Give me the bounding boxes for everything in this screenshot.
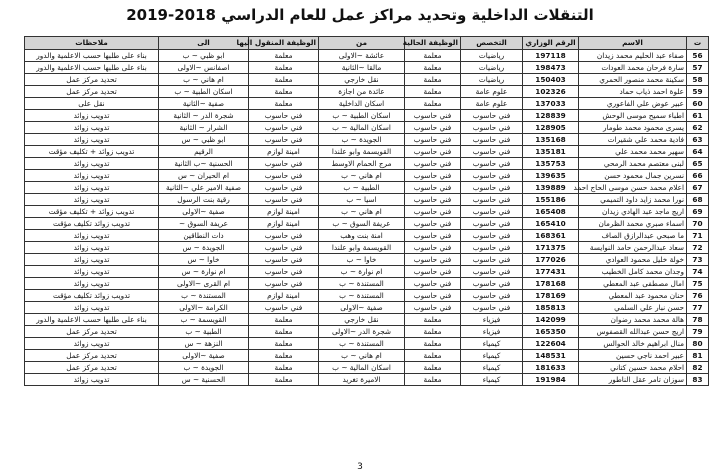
cell-to: الطبية ~ ب <box>159 326 249 338</box>
cell-from: عائشة ~الاولى <box>319 50 405 62</box>
cell-notes: تدويب زوائد تكليف مؤقت <box>25 218 159 230</box>
cell-to: صفية ~الثانية <box>159 98 249 110</box>
cell-number: 63 <box>687 134 709 146</box>
cell-notes: تدويب زوائد <box>25 194 159 206</box>
cell-notes: نقل على <box>25 98 159 110</box>
table-row <box>25 254 709 266</box>
cell-ministry-id: 139889 <box>523 182 579 194</box>
cell-from: اسكان الداخلية <box>319 98 405 110</box>
cell-from: المستندة ~ ب <box>319 278 405 290</box>
cell-from: عريفة السوق ~ ب <box>319 218 405 230</box>
cell-to: ام القرى ~الاولى <box>159 278 249 290</box>
cell-name: سكينة محمد منصور الحمري <box>579 74 687 86</box>
cell-current-job: معلمة <box>405 86 461 98</box>
table-row <box>25 290 709 302</box>
cell-name: صفاء عبد الحليم محمد زيدان <box>579 50 687 62</box>
cell-number: 65 <box>687 158 709 170</box>
cell-ministry-id: 135753 <box>523 158 579 170</box>
cell-name: عبير احمد ناجي حسين <box>579 350 687 362</box>
cell-to: الرقيم <box>159 146 249 158</box>
cell-name: اعلام محمد حسن موسى الحاج احمد <box>579 182 687 194</box>
cell-specialty: فني حاسوب <box>461 254 523 266</box>
cell-name: سوزان تامر عقل الناطور <box>579 374 687 386</box>
table-row <box>25 170 709 182</box>
cell-from: ام نوارة ~ ب <box>319 266 405 278</box>
cell-to: الجويدة ~ ب <box>159 362 249 374</box>
header-ministry-id: الرقم الوزاري <box>523 37 579 50</box>
cell-number: 62 <box>687 122 709 134</box>
table-row <box>25 242 709 254</box>
table-row <box>25 350 709 362</box>
cell-number: 80 <box>687 338 709 350</box>
cell-notes: تحديد مركز عمل <box>25 326 159 338</box>
table-row <box>25 374 709 386</box>
header-name: الاسم <box>579 37 687 50</box>
table-row <box>25 122 709 134</box>
cell-from: المستندة ~ ب <box>319 338 405 350</box>
cell-to: صفية ~الاولى <box>159 350 249 362</box>
cell-name: نسرين جمال محمود حسن <box>579 170 687 182</box>
cell-ministry-id: 178169 <box>523 290 579 302</box>
cell-specialty: فني حاسوب <box>461 218 523 230</box>
cell-current-job: فني حاسوب <box>405 194 461 206</box>
cell-notes: تدويب زوائد <box>25 302 159 314</box>
cell-from: ام هاني ~ ب <box>319 206 405 218</box>
cell-name: اطباء سميح موسى الوحش <box>579 110 687 122</box>
cell-current-job: فني حاسوب <box>405 278 461 290</box>
cell-current-job: معلمة <box>405 50 461 62</box>
cell-to: القويسمة ~ ب <box>159 314 249 326</box>
cell-notes: بناء على طلبها حسب الاعلمية والدور <box>25 62 159 74</box>
cell-specialty: فني حاسوب <box>461 134 523 146</box>
cell-new-job: معلمة <box>249 314 319 326</box>
table-row <box>25 50 709 62</box>
cell-to: ام هاني ~ ب <box>159 74 249 86</box>
cell-specialty: كيمياء <box>461 350 523 362</box>
cell-number: 79 <box>687 326 709 338</box>
cell-new-job: فني حاسوب <box>249 230 319 242</box>
cell-number: 81 <box>687 350 709 362</box>
cell-to: الكرامة ~الاولى <box>159 302 249 314</box>
table-row <box>25 302 709 314</box>
cell-new-job: فني حاسوب <box>249 110 319 122</box>
cell-current-job: معلمة <box>405 374 461 386</box>
cell-new-job: معلمة <box>249 338 319 350</box>
cell-notes: تدويب زوائد <box>25 254 159 266</box>
cell-name: اريج حسن عبدالله القصفوس <box>579 326 687 338</box>
cell-number: 72 <box>687 242 709 254</box>
cell-notes: تدويب زوائد <box>25 374 159 386</box>
cell-from: صفية ~الاولى <box>319 302 405 314</box>
cell-name: وجدان محمد كامل الخطيب <box>579 266 687 278</box>
cell-current-job: معلمة <box>405 326 461 338</box>
cell-from: القويسمة وابو علندا <box>319 146 405 158</box>
cell-ministry-id: 198473 <box>523 62 579 74</box>
cell-notes: تحديد مركز عمل <box>25 74 159 86</box>
cell-to: ام الحيران ~ س <box>159 170 249 182</box>
cell-specialty: فني حاسوب <box>461 302 523 314</box>
cell-to: خاوا ~ س <box>159 254 249 266</box>
cell-notes: تدويب زوائد <box>25 110 159 122</box>
cell-to: النزهة ~ س <box>159 338 249 350</box>
cell-to: رقية بنت الرسول <box>159 194 249 206</box>
cell-number: 58 <box>687 74 709 86</box>
cell-from: الاميرة تغريد <box>319 374 405 386</box>
cell-to: صفية ~الاولى <box>159 206 249 218</box>
header-specialty: التخصص <box>461 37 523 50</box>
table-row <box>25 278 709 290</box>
cell-to: المستندة ~ ب <box>159 290 249 302</box>
cell-new-job: معلمة <box>249 62 319 74</box>
cell-specialty: فني حاسوب <box>461 170 523 182</box>
cell-ministry-id: 135168 <box>523 134 579 146</box>
cell-to: دات النطاقين <box>159 230 249 242</box>
cell-notes: تدويب زوائد تكليف مؤقت <box>25 290 159 302</box>
cell-current-job: فني حاسوب <box>405 134 461 146</box>
cell-new-job: فني حاسوب <box>249 170 319 182</box>
cell-new-job: فني حاسوب <box>249 242 319 254</box>
cell-new-job: فني حاسوب <box>249 302 319 314</box>
cell-ministry-id: 181633 <box>523 362 579 374</box>
cell-specialty: فني حاسوب <box>461 182 523 194</box>
cell-current-job: معلمة <box>405 314 461 326</box>
cell-number: 69 <box>687 206 709 218</box>
cell-current-job: معلمة <box>405 62 461 74</box>
cell-to: اسكان الطبية ~ ب <box>159 86 249 98</box>
cell-new-job: فني حاسوب <box>249 134 319 146</box>
cell-ministry-id: 142099 <box>523 314 579 326</box>
cell-new-job: فني حاسوب <box>249 122 319 134</box>
cell-from: اسيا ~ ب <box>319 194 405 206</box>
cell-new-job: فني حاسوب <box>249 158 319 170</box>
cell-specialty: كيمياء <box>461 374 523 386</box>
table-row <box>25 326 709 338</box>
cell-from: اسكان المالية ~ ب <box>319 362 405 374</box>
header-notes: ملاحظات <box>25 37 159 50</box>
cell-name: اريج ماجد عبد الهادي زيدان <box>579 206 687 218</box>
cell-new-job: معلمة <box>249 50 319 62</box>
cell-notes: تدويب زوائد <box>25 122 159 134</box>
cell-specialty: علوم عامة <box>461 98 523 110</box>
cell-number: 56 <box>687 50 709 62</box>
header-to: الى <box>159 37 249 50</box>
table-row <box>25 218 709 230</box>
cell-ministry-id: 139635 <box>523 170 579 182</box>
cell-current-job: معلمة <box>405 362 461 374</box>
table-row <box>25 110 709 122</box>
cell-name: يسرى محمود محمد طومار <box>579 122 687 134</box>
cell-ministry-id: 165410 <box>523 218 579 230</box>
cell-number: 76 <box>687 290 709 302</box>
cell-current-job: فني حاسوب <box>405 218 461 230</box>
cell-new-job: معلمة <box>249 350 319 362</box>
cell-to: ابو ظبي ~ ب <box>159 50 249 62</box>
cell-specialty: فني حاسوب <box>461 290 523 302</box>
cell-number: 73 <box>687 254 709 266</box>
header-new-job: الوظيفة المنقول اليها <box>249 37 319 50</box>
cell-ministry-id: 148531 <box>523 350 579 362</box>
cell-new-job: امينة لوازم <box>249 218 319 230</box>
cell-from: خاوا ~ ب <box>319 254 405 266</box>
cell-notes: تدويب زوائد <box>25 266 159 278</box>
cell-from: نقل خارجي <box>319 74 405 86</box>
cell-number: 82 <box>687 362 709 374</box>
cell-specialty: فني حاسوب <box>461 110 523 122</box>
cell-name: هالة محمد محمد رضوان <box>579 314 687 326</box>
cell-from: مالقا ~الثانية <box>319 62 405 74</box>
cell-ministry-id: 165350 <box>523 326 579 338</box>
cell-name: سهير محمد محمد علي <box>579 146 687 158</box>
cell-specialty: فني حاسوب <box>461 278 523 290</box>
cell-notes: تحديد مركز عمل <box>25 350 159 362</box>
cell-from: ام هاني ~ ب <box>319 170 405 182</box>
cell-specialty: كيمياء <box>461 362 523 374</box>
header-current-job: الوظيفة الحالية <box>405 37 461 50</box>
cell-name: نورا محمد زايد داود التميمي <box>579 194 687 206</box>
cell-name: فادية محمد علي شقيرات <box>579 134 687 146</box>
header-number: ت <box>687 37 709 50</box>
cell-number: 83 <box>687 374 709 386</box>
cell-current-job: فني حاسوب <box>405 266 461 278</box>
cell-from: الطبية ~ ب <box>319 182 405 194</box>
cell-notes: تدويب زوائد + تكليف مؤقت <box>25 146 159 158</box>
cell-ministry-id: 171375 <box>523 242 579 254</box>
cell-ministry-id: 128839 <box>523 110 579 122</box>
cell-new-job: امينة لوازم <box>249 146 319 158</box>
cell-current-job: معلمة <box>405 338 461 350</box>
cell-current-job: فني حاسوب <box>405 170 461 182</box>
cell-from: امنة بنت وهب <box>319 230 405 242</box>
cell-notes: تدويب زوائد <box>25 158 159 170</box>
table-row <box>25 74 709 86</box>
cell-specialty: فني حاسوب <box>461 242 523 254</box>
cell-from: نقل خارجي <box>319 314 405 326</box>
cell-new-job: امينة لوازم <box>249 206 319 218</box>
cell-notes: تدويب زوائد <box>25 230 159 242</box>
cell-new-job: معلمة <box>249 98 319 110</box>
cell-new-job: معلمة <box>249 362 319 374</box>
cell-ministry-id: 150403 <box>523 74 579 86</box>
transfers-table <box>24 36 709 386</box>
cell-to: الشرار ~ الثانية <box>159 122 249 134</box>
cell-current-job: فني حاسوب <box>405 146 461 158</box>
cell-name: علوة احمد ذياب حماد <box>579 86 687 98</box>
cell-ministry-id: 177431 <box>523 266 579 278</box>
cell-specialty: فني حاسوب <box>461 266 523 278</box>
cell-current-job: فني حاسوب <box>405 254 461 266</box>
cell-from: القويسمة وابو علندا <box>319 242 405 254</box>
table-row <box>25 206 709 218</box>
page-number: 3 <box>357 462 363 472</box>
cell-from: شجرة الدر ~الاولى <box>319 326 405 338</box>
cell-notes: تدويب زوائد <box>25 338 159 350</box>
cell-name: خولة خليل محمود العوادي <box>579 254 687 266</box>
cell-new-job: معلمة <box>249 326 319 338</box>
cell-current-job: معلمة <box>405 74 461 86</box>
cell-to: ابو ظبي ~ س <box>159 134 249 146</box>
cell-current-job: فني حاسوب <box>405 158 461 170</box>
table-row <box>25 158 709 170</box>
cell-name: احلام محمد حسين كتاني <box>579 362 687 374</box>
cell-notes: بناء على طلبها حسب الاعلمية والدور <box>25 50 159 62</box>
cell-ministry-id: 197118 <box>523 50 579 62</box>
cell-notes: تحديد مركز عمل <box>25 86 159 98</box>
cell-ministry-id: 128905 <box>523 122 579 134</box>
cell-ministry-id: 191984 <box>523 374 579 386</box>
table-row <box>25 266 709 278</box>
cell-ministry-id: 155186 <box>523 194 579 206</box>
cell-number: 59 <box>687 86 709 98</box>
cell-number: 64 <box>687 146 709 158</box>
cell-number: 78 <box>687 314 709 326</box>
cell-from: اسكان الطبية ~ ب <box>319 110 405 122</box>
cell-to: عريفة السوق ~ <box>159 218 249 230</box>
cell-name: عبير عوض علي الفاعوري <box>579 98 687 110</box>
cell-name: امال مصطفى عبد المعطي <box>579 278 687 290</box>
cell-current-job: فني حاسوب <box>405 122 461 134</box>
cell-ministry-id: 135181 <box>523 146 579 158</box>
page-title: التنقلات الداخلية وتحديد مراكز عمل للعام الدراسي 2018-2019 <box>126 6 594 24</box>
cell-name: منال ابراهيم خالد الحوالس <box>579 338 687 350</box>
cell-specialty: علوم عامة <box>461 86 523 98</box>
cell-specialty: رياضيات <box>461 62 523 74</box>
cell-specialty: فني حاسوب <box>461 158 523 170</box>
cell-new-job: امينة لوازم <box>249 290 319 302</box>
cell-new-job: معلمة <box>249 374 319 386</box>
cell-notes: تدويب زوائد + تكليف مؤقت <box>25 206 159 218</box>
cell-ministry-id: 137033 <box>523 98 579 110</box>
table-row <box>25 194 709 206</box>
table-row <box>25 338 709 350</box>
cell-notes: تدويب زوائد <box>25 134 159 146</box>
cell-number: 75 <box>687 278 709 290</box>
cell-to: ام نوارة ~ س <box>159 266 249 278</box>
table-row <box>25 62 709 74</box>
cell-current-job: فني حاسوب <box>405 110 461 122</box>
table-row <box>25 146 709 158</box>
table-row <box>25 86 709 98</box>
cell-number: 60 <box>687 98 709 110</box>
cell-notes: تدويب زوائد <box>25 278 159 290</box>
cell-number: 74 <box>687 266 709 278</box>
cell-ministry-id: 168361 <box>523 230 579 242</box>
cell-number: 77 <box>687 302 709 314</box>
cell-specialty: فني حاسوب <box>461 194 523 206</box>
cell-ministry-id: 102326 <box>523 86 579 98</box>
cell-current-job: فني حاسوب <box>405 302 461 314</box>
cell-ministry-id: 122604 <box>523 338 579 350</box>
cell-specialty: كيمياء <box>461 338 523 350</box>
cell-new-job: معلمة <box>249 86 319 98</box>
cell-notes: بناء على طلبها حسب الاعلمية والدور <box>25 314 159 326</box>
cell-number: 71 <box>687 230 709 242</box>
cell-to: الحسنية ~ س <box>159 374 249 386</box>
cell-name: لبنى معتصم محمد الرمحي <box>579 158 687 170</box>
cell-ministry-id: 178168 <box>523 278 579 290</box>
cell-name: ما صبحي عبدالرازق الصاف <box>579 230 687 242</box>
cell-current-job: فني حاسوب <box>405 290 461 302</box>
cell-current-job: فني حاسوب <box>405 182 461 194</box>
cell-from: ام هاني ~ ب <box>319 350 405 362</box>
table-row <box>25 314 709 326</box>
cell-specialty: فني حاسوب <box>461 122 523 134</box>
cell-name: سعاد عبدالرحمن حامد النوايسة <box>579 242 687 254</box>
cell-specialty: فيزياء <box>461 326 523 338</box>
cell-name: حنان محمود عبد المعطي <box>579 290 687 302</box>
cell-from: الجويدة ~ ب <box>319 134 405 146</box>
cell-current-job: معلمة <box>405 98 461 110</box>
cell-number: 57 <box>687 62 709 74</box>
cell-new-job: معلمة <box>249 74 319 86</box>
cell-specialty: فني حاسوب <box>461 230 523 242</box>
cell-ministry-id: 185813 <box>523 302 579 314</box>
cell-to: شجرة الدر ~ الثانية <box>159 110 249 122</box>
table-row <box>25 230 709 242</box>
table-row <box>25 182 709 194</box>
cell-notes: تدويب زوائد <box>25 242 159 254</box>
cell-name: سارة فرحان محمد العودات <box>579 62 687 74</box>
cell-notes: تحديد مركز عمل <box>25 362 159 374</box>
cell-number: 61 <box>687 110 709 122</box>
cell-ministry-id: 177026 <box>523 254 579 266</box>
cell-name: حسن نبار علي السلمي <box>579 302 687 314</box>
cell-new-job: فني حاسوب <box>249 194 319 206</box>
table-row <box>25 362 709 374</box>
cell-new-job: فني حاسوب <box>249 266 319 278</box>
cell-to: الجويدة ~ س <box>159 242 249 254</box>
cell-number: 67 <box>687 182 709 194</box>
cell-specialty: رياضيات <box>461 50 523 62</box>
cell-to: اصفانس ~الاولى <box>159 62 249 74</box>
cell-number: 70 <box>687 218 709 230</box>
cell-from: مرج الحمام الاوسط <box>319 158 405 170</box>
cell-new-job: فني حاسوب <box>249 182 319 194</box>
header-from: من <box>319 37 405 50</box>
cell-specialty: فيزياء <box>461 314 523 326</box>
cell-number: 66 <box>687 170 709 182</box>
cell-number: 68 <box>687 194 709 206</box>
cell-to: صفية الامير علي ~الثانية <box>159 182 249 194</box>
cell-from: المستندة ~ ب <box>319 290 405 302</box>
cell-notes: تدويب زوائد <box>25 170 159 182</box>
cell-name: اسماء صبري محمد الظرمان <box>579 218 687 230</box>
cell-current-job: معلمة <box>405 350 461 362</box>
cell-new-job: فني حاسوب <box>249 254 319 266</box>
cell-specialty: فني حاسوب <box>461 146 523 158</box>
table-row <box>25 98 709 110</box>
cell-to: الحسنية ~ب الثانية <box>159 158 249 170</box>
cell-specialty: فني حاسوب <box>461 206 523 218</box>
cell-new-job: فني حاسوب <box>249 278 319 290</box>
cell-from: عائدة من اجازة <box>319 86 405 98</box>
table-row <box>25 134 709 146</box>
cell-notes: تدويب زوائد <box>25 182 159 194</box>
cell-current-job: فني حاسوب <box>405 242 461 254</box>
table-header-row <box>25 37 709 50</box>
cell-ministry-id: 165408 <box>523 206 579 218</box>
cell-from: اسكان المالية ~ ب <box>319 122 405 134</box>
cell-specialty: رياضيات <box>461 74 523 86</box>
cell-current-job: فني حاسوب <box>405 206 461 218</box>
cell-current-job: فني حاسوب <box>405 230 461 242</box>
